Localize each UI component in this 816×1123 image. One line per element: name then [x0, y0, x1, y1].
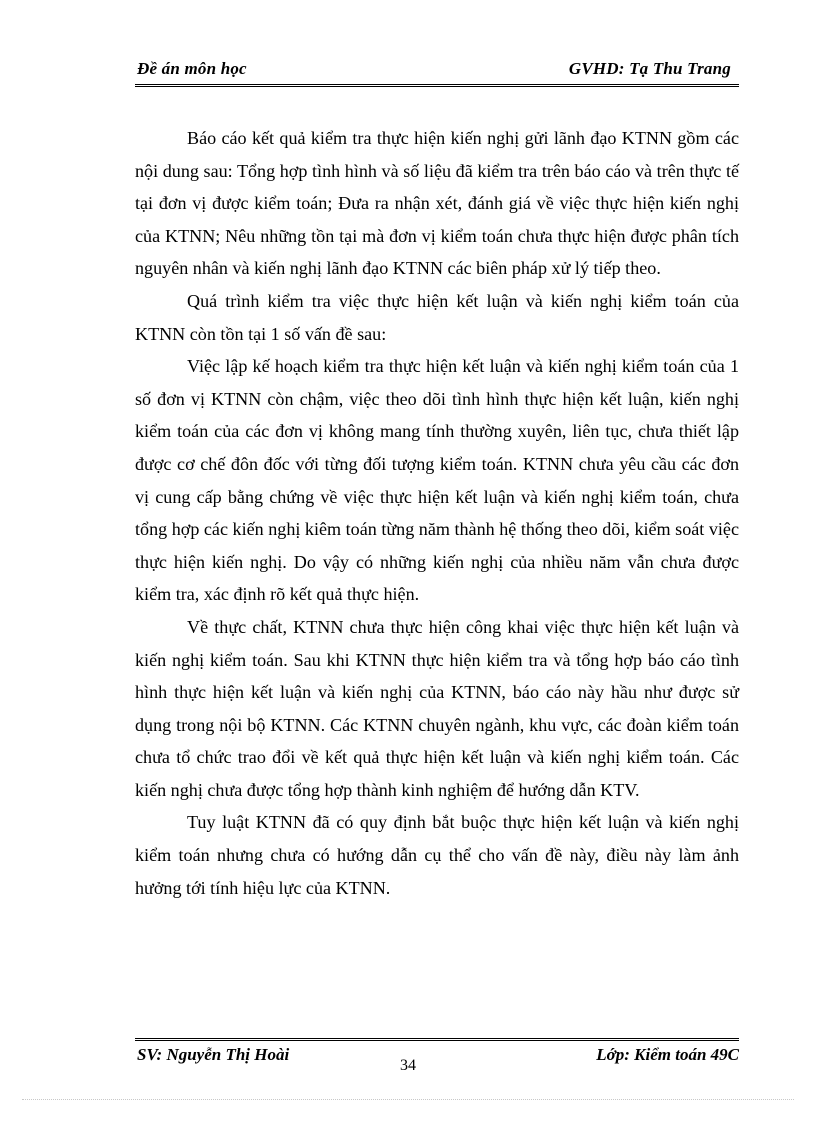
header-course-title: Đề án môn học: [137, 59, 247, 78]
paragraph-legal-guidance: Tuy luật KTNN đã có quy định bắt buộc thực hiện kết luận và kiến nghị kiểm toán nhưng chưa có hướng dẫn cụ thể cho vấn đề này, điều này làm ảnh hưởng tới tính hiệu lực của KTNN.: [135, 812, 739, 898]
paragraph-planning-issues: Việc lập kế hoạch kiểm tra thực hiện kết luận và kiến nghị kiểm toán của 1 số đơn vị KTNN còn chậm, việc theo dõi tình hình thực hiện kết luận, kiến nghị kiểm toán của các đơn vị không mang tính thường xuyên, liên tục, chưa thiết lập được cơ chế đôn đốc với từng đối tượng kiểm toán. KTNN chưa yêu cầu các đơn vị cung cấp bằng chứng về việc thực hiện kết luận và kiến nghị kiểm toán, chưa tổng hợp các kiến nghị kiêm toán từng năm thành hệ thống theo dõi, kiểm soát việc thực hiện kiến nghị. Do vậy có những kiến nghị của nhiều năm vẫn chưa được kiểm tra, xác định rõ kết quả thực hiện.: [135, 356, 739, 605]
page-number: 34: [400, 1057, 416, 1074]
page-body: [135, 122, 739, 904]
paragraph-inspection-issues-intro: Quá trình kiểm tra việc thực hiện kết luận và kiến nghị kiểm toán của KTNN còn tồn tại 1 số vấn đề sau:: [135, 290, 739, 344]
header-supervisor: GVHD: Tạ Thu Trang: [568, 59, 731, 78]
footer-class: Lớp: Kiểm toán 49C: [596, 1045, 739, 1064]
paragraph-publicity-issues: Về thực chất, KTNN chưa thực hiện công khai việc thực hiện kết luận và kiến nghị kiểm toán. Sau khi KTNN thực hiện kiểm tra và tổng hợp báo cáo tình hình thực hiện kết luận và kiến nghị của KTNN, báo cáo này hầu như được sử dụng trong nội bộ KTNN. Các KTNN chuyên ngành, khu vực, các đoàn kiểm toán chưa tổ chức trao đổi về kết quả thực hiện kết luận và kiến nghị kiểm toán. Các kiến nghị chưa được tổng hợp thành kinh nghiệm để hướng dẫn KTV.: [135, 616, 739, 800]
page-header: [135, 58, 739, 87]
footer-student-name: SV: Nguyễn Thị Hoài: [137, 1045, 290, 1064]
paragraph-report-contents: Báo cáo kết quả kiểm tra thực hiện kiến nghị gửi lãnh đạo KTNN gồm các nội dung sau: Tổng hợp tình hình và số liệu đã kiểm tra trên báo cáo và trên thực tế tại đơn vị được kiểm toán; Đưa ra nhận xét, đánh giá về việc thực hiện kiến nghị của KTNN; Nêu những tồn tại mà đơn vị kiểm toán chưa thực hiện được phân tích nguyên nhân và kiến nghị lãnh đạo KTNN các biên pháp xử lý tiếp theo.: [135, 128, 739, 279]
page-edge-divider: [22, 1099, 794, 1100]
